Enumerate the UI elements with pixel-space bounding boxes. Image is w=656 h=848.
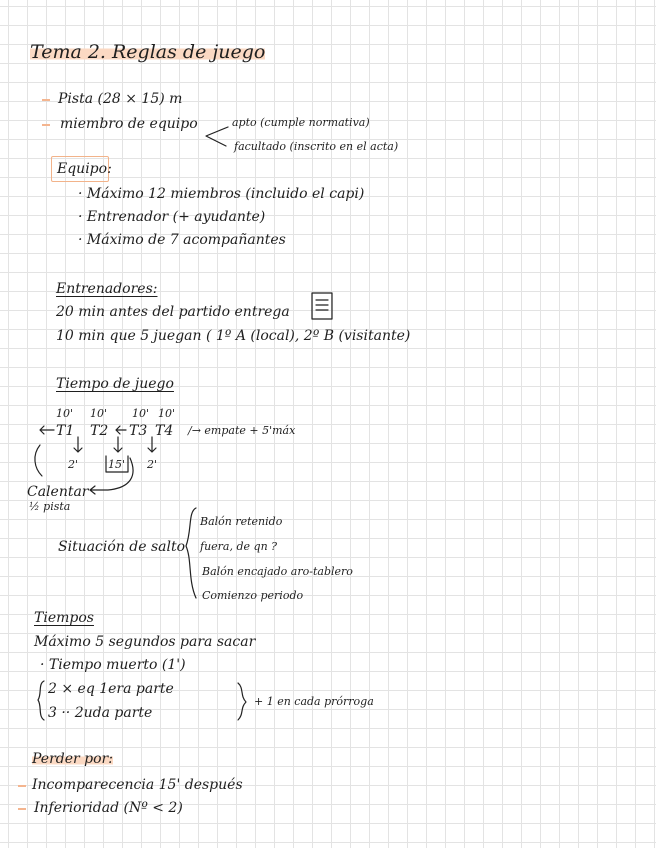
perder-item: Inferioridad (Nº < 2) [34, 800, 183, 816]
tiempos-row: 3 ·· 2uda parte [48, 705, 153, 721]
salto-item: Balón encajado aro-tablero [202, 565, 353, 578]
page-title: Tema 2. Reglas de juego [30, 41, 266, 63]
miembro-label: miembro de equipo [60, 116, 198, 132]
period-label: T4 [155, 423, 174, 439]
equipo-item: · Máximo de 7 acompañantes [78, 232, 286, 248]
left-arrow [40, 426, 54, 434]
salto-item: Balón retenido [200, 515, 283, 528]
duration-label: 10' [158, 407, 176, 420]
equipo-item: · Entrenador (+ ayudante) [78, 209, 266, 225]
entrenadores-heading: Entrenadores: [56, 281, 158, 297]
salto-label: Situación de salto [58, 539, 186, 555]
break-label: 2' [147, 458, 158, 471]
duration-label: 10' [56, 407, 74, 420]
duration-label: 10' [90, 407, 108, 420]
equipo-heading: Equipo: [57, 161, 112, 177]
prorroga-note: + 1 en cada prórroga [254, 695, 374, 708]
tiempo-heading: Tiempo de juego [56, 376, 174, 392]
duration-label: 10' [132, 407, 150, 420]
bullet-dash [42, 99, 50, 101]
miembro-option: apto (cumple normativa) [232, 116, 370, 129]
entrenadores-line: 10 min que 5 juegan ( 1º A (local), 2º B (visitante) [56, 328, 411, 344]
extra-time-note: /→ empate + 5'máx [188, 424, 296, 437]
salto-item: Comienzo periodo [202, 589, 304, 602]
perder-item: Incomparecencia 15' después [32, 777, 243, 793]
tiempos-line: · Tiempo muerto (1') [40, 657, 186, 673]
tiempos-row: 2 × eq 1era parte [48, 681, 174, 697]
left-brace [38, 681, 44, 720]
break-label: 15' [108, 458, 126, 471]
salto-brace [186, 508, 196, 598]
bullet-dash [42, 124, 50, 126]
period-label: T1 [56, 423, 75, 439]
document-icon [312, 293, 332, 319]
calentar-label: Calentar [27, 484, 89, 500]
loop-arrow [35, 445, 42, 476]
bullet-dash [18, 808, 26, 810]
entrenadores-line: 20 min antes del partido entrega [56, 304, 290, 320]
down-arrow [74, 437, 82, 452]
tiempos-heading: Tiempos [34, 610, 94, 626]
left-arrow [116, 426, 126, 434]
period-label: T2 [90, 423, 109, 439]
break-label: 2' [68, 458, 79, 471]
branch-arrow [206, 127, 228, 146]
salto-item: fuera, de qn ? [200, 540, 278, 553]
half-court-label: ½ pista [29, 500, 71, 513]
period-label: T3 [129, 423, 148, 439]
bullet-dash [18, 785, 26, 787]
perder-heading: Perder por: [32, 751, 113, 767]
miembro-option: facultado (inscrito en el acta) [234, 140, 399, 153]
equipo-item: · Máximo 12 miembros (incluido el capi) [78, 186, 365, 202]
pista-line: Pista (28 × 15) m [58, 91, 183, 107]
right-brace [238, 683, 246, 720]
tiempos-line: Máximo 5 segundos para sacar [34, 634, 256, 650]
down-arrow [114, 437, 122, 452]
down-arrow [148, 437, 156, 452]
